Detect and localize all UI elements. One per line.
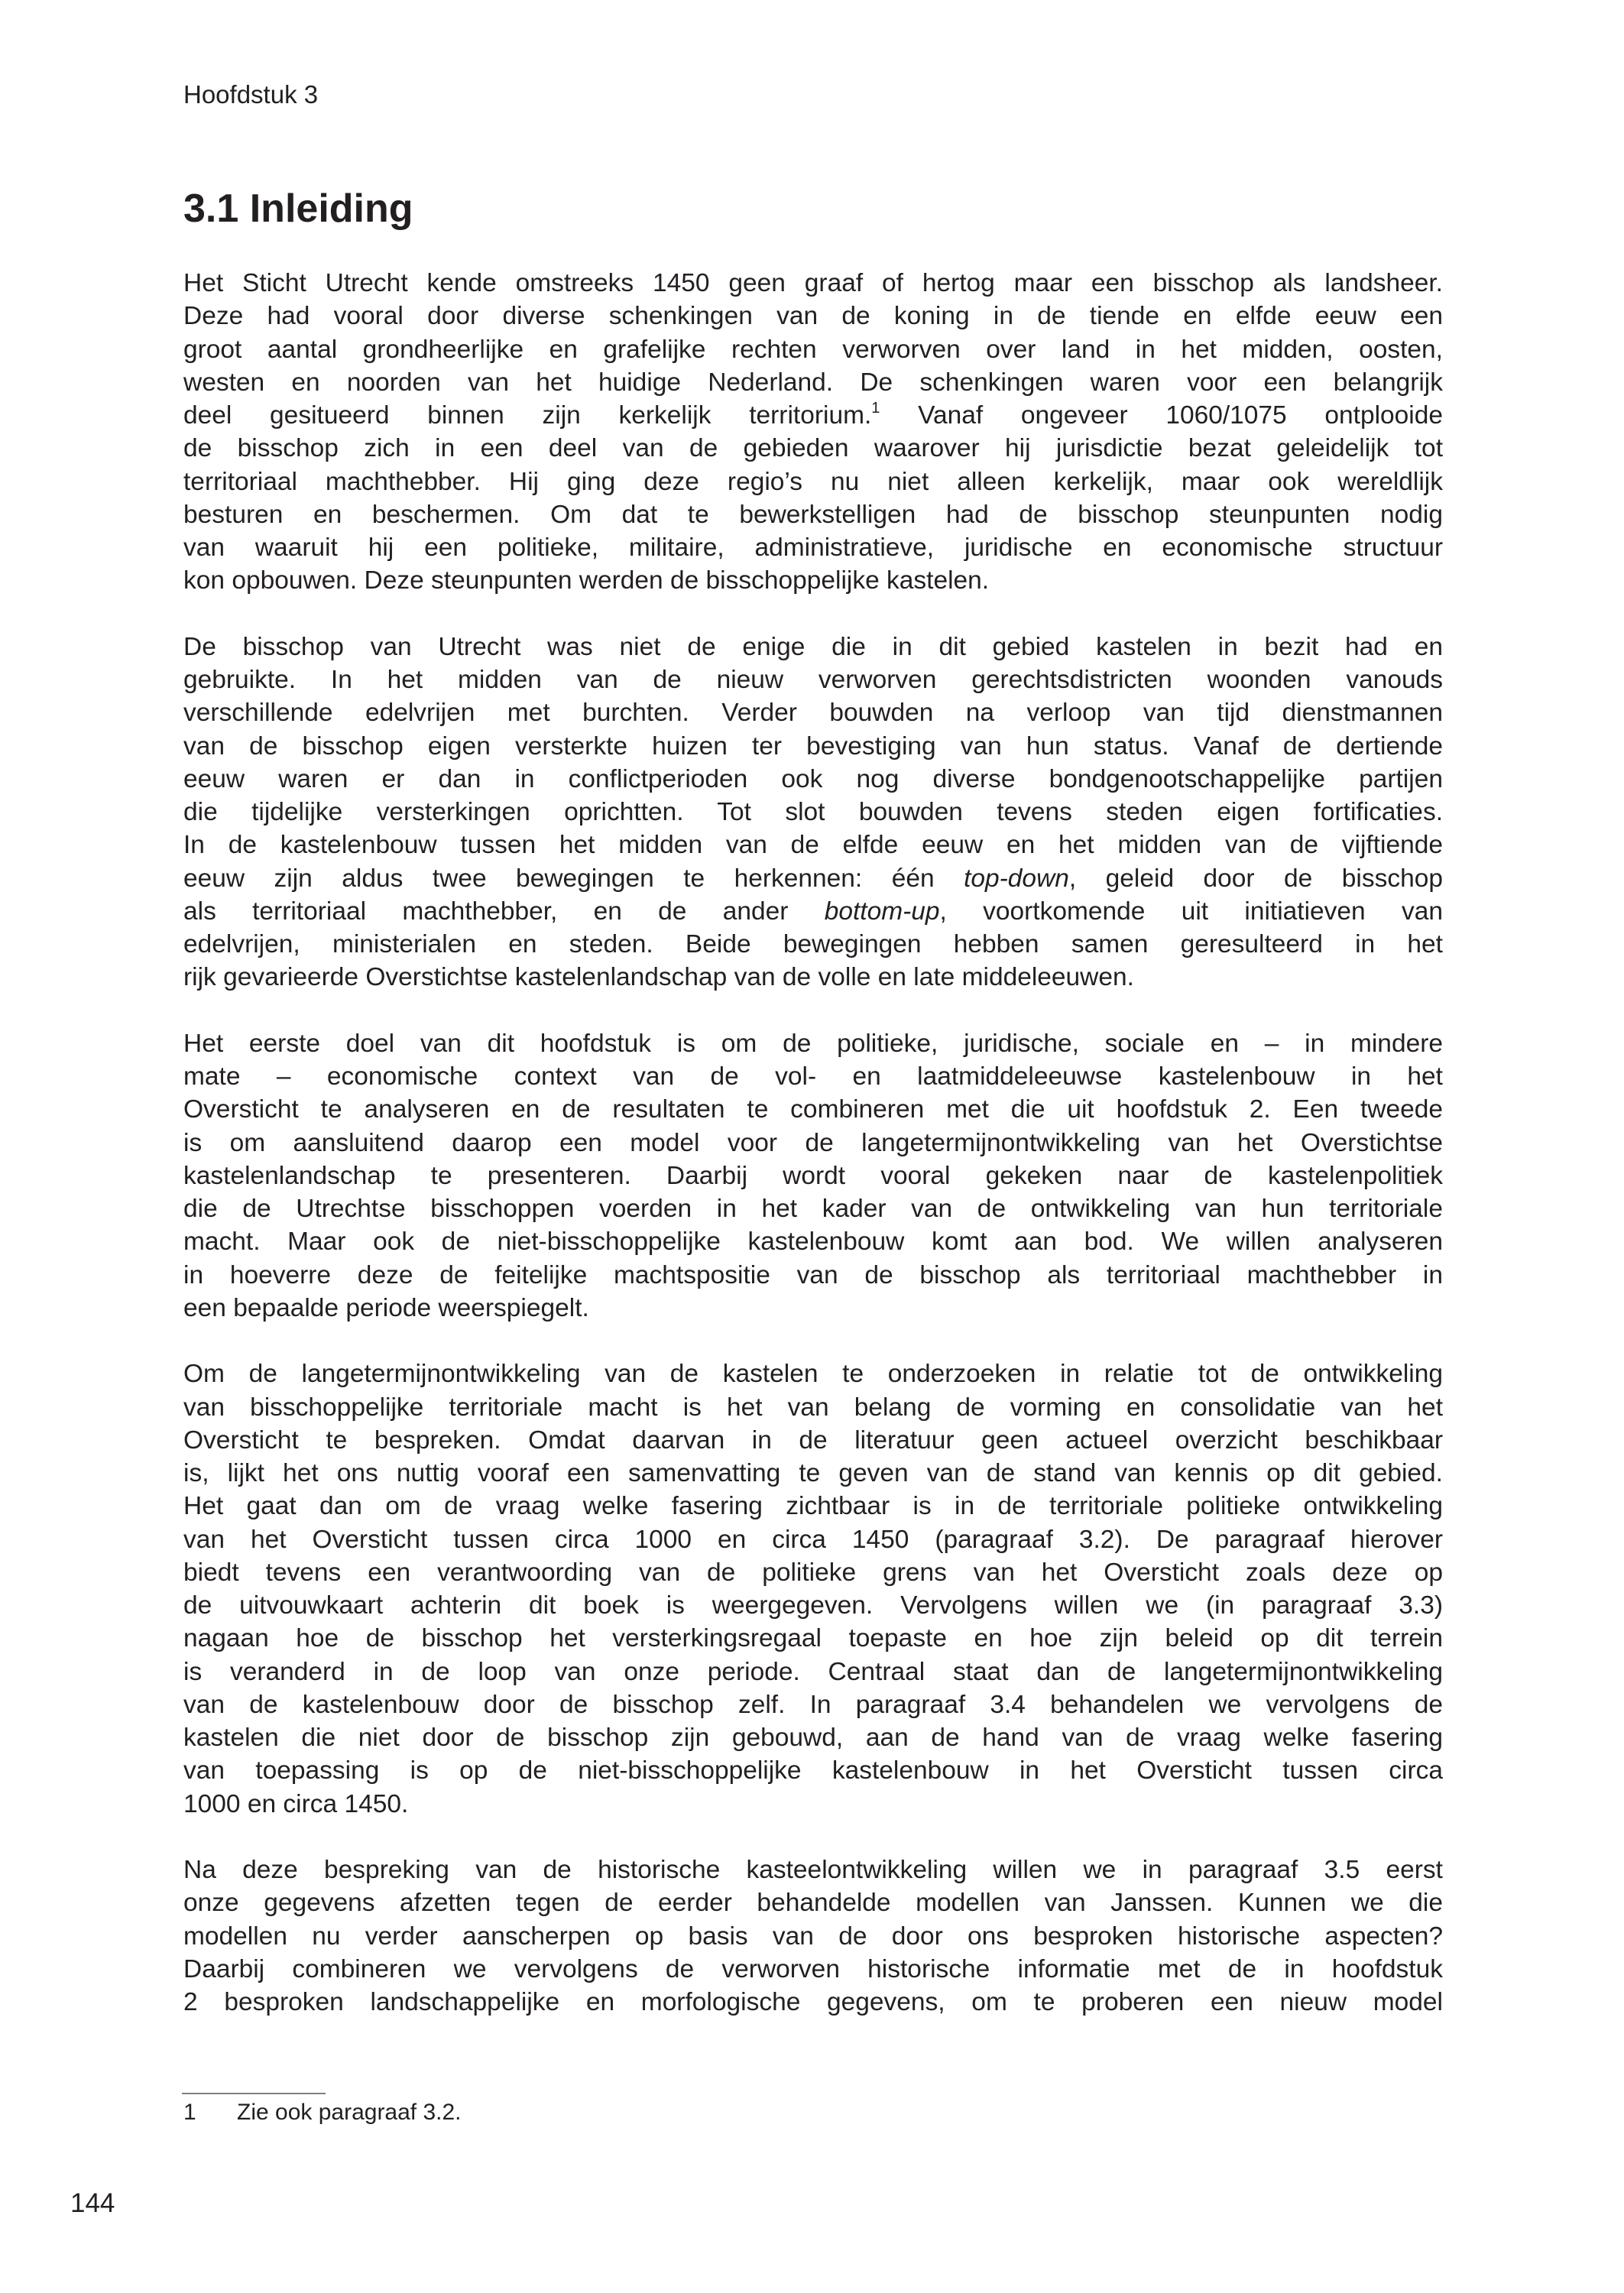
text-line — [183, 564, 1443, 597]
text-segment: kastelenlandschap te presenteren. Daarbij wordt vooral gekeken naar de kastelenpolitiek — [183, 1161, 1443, 1190]
text-segment: Deze had vooral door diverse schenkingen van de koning in de tiende en elfde eeuw een — [183, 302, 1443, 331]
text-line — [183, 1127, 1443, 1159]
text-segment: territoriaal machthebber. Hij ging deze regio’s nu niet alleen kerkelijk, maar ook wereldlijk — [183, 467, 1443, 496]
text-line — [183, 796, 1443, 829]
text-segment: Het eerste doel van dit hoofdstuk is om de politieke, juridische, sociale en – in mindere — [183, 1029, 1443, 1058]
paragraph — [183, 1854, 1443, 2019]
text-line — [183, 465, 1443, 498]
running-head: Hoofdstuk 3 — [183, 80, 319, 109]
text-line — [183, 300, 1443, 332]
text-segment: van de bisschop eigen versterkte huizen ter bevestiging van hun status. Vanaf de dertiende — [183, 731, 1443, 761]
text-line — [183, 1192, 1443, 1225]
text-line — [183, 1027, 1443, 1060]
text-line — [183, 1920, 1443, 1953]
text-line — [183, 1457, 1443, 1490]
text-line — [183, 1953, 1443, 1986]
text-line — [183, 1391, 1443, 1424]
footnote-number: 1 — [183, 2100, 196, 2125]
text-line — [183, 1259, 1443, 1292]
text-segment: nagaan hoe de bisschop het versterkingsregaal toepaste en hoe zijn beleid op dit terrein — [183, 1624, 1443, 1653]
text-line — [183, 1656, 1443, 1688]
body-text — [183, 267, 1443, 2052]
text-segment: als territoriaal machthebber, en de ander — [183, 897, 825, 926]
text-segment: De bisschop van Utrecht was niet de enige die in dit gebied kastelen in bezit had en — [183, 632, 1443, 661]
text-segment: gebruikte. In het midden van de nieuw verworven gerechtsdistricten woonden vanouds — [183, 666, 1443, 694]
text-segment: is veranderd in de loop van onze periode. Centraal staat dan de langetermijnontwikkeling — [183, 1657, 1443, 1686]
italic-term: top-down — [964, 864, 1069, 893]
text-segment: mate – economische context van de vol- en laatmiddeleeuwse kastelenbouw in het — [183, 1062, 1443, 1091]
page-number: 144 — [70, 2188, 115, 2218]
text-segment: van de kastelenbouw door de bisschop zelf. In paragraaf 3.4 behandelen we vervolgens de — [183, 1690, 1443, 1719]
text-segment: verschillende edelvrijen met burchten. Verder bouwden na verloop van tijd dienstmannen — [183, 699, 1443, 728]
text-line — [183, 1292, 1443, 1325]
text-segment: modellen nu verder aanscherpen op basis van de door ons besproken historische aspecten? — [183, 1922, 1443, 1951]
text-line — [183, 1523, 1443, 1556]
text-segment: Na deze bespreking van de historische kasteelontwikkeling willen we in paragraaf 3.5 eerst — [183, 1856, 1443, 1884]
text-line — [183, 366, 1443, 399]
text-segment: , voortkomende uit initiatieven van — [939, 897, 1443, 926]
text-segment: onze gegevens afzetten tegen de eerder behandelde modellen van Janssen. Kunnen we die — [183, 1889, 1443, 1918]
text-line — [183, 1854, 1443, 1886]
text-line — [183, 1622, 1443, 1655]
text-line — [183, 1721, 1443, 1754]
text-line — [183, 1225, 1443, 1258]
text-line — [183, 1986, 1443, 2019]
text-line — [183, 696, 1443, 729]
text-segment: kon opbouwen. Deze steunpunten werden de bisschoppelijke kastelen. — [183, 566, 990, 595]
text-line — [183, 862, 1443, 895]
text-segment: is om aansluitend daarop een model voor de langetermijnontwikkeling van het Overstichtse — [183, 1128, 1443, 1157]
text-segment: eeuw zijn aldus twee bewegingen te herkennen: één — [183, 864, 964, 893]
text-segment: Daarbij combineren we vervolgens de verworven historische informatie met de in hoofdstuk — [183, 1954, 1443, 1983]
text-line — [183, 267, 1443, 300]
text-segment: een bepaalde periode weerspiegelt. — [183, 1293, 589, 1322]
text-segment: macht. Maar ook de niet-bisschoppelijke kastelenbouw komt aan bod. We willen analyseren — [183, 1228, 1443, 1257]
text-segment: van toepassing is op de niet-bisschoppelijke kastelenbouw in het Oversticht tussen circa — [183, 1756, 1443, 1785]
text-line — [183, 1093, 1443, 1126]
text-segment: edelvrijen, ministerialen en steden. Beide bewegingen hebben samen geresulteerd in het — [183, 930, 1443, 958]
paragraph — [183, 1027, 1443, 1325]
text-segment: rijk gevarieerde Overstichtse kastelenlandschap van de volle en late middeleeuwen. — [183, 963, 1134, 992]
text-segment: biedt tevens een verantwoording van de politieke grens van het Oversticht zoals deze op — [183, 1558, 1443, 1587]
text-segment: van waaruit hij een politieke, militaire, administratieve, juridische en economische structuur — [183, 534, 1443, 562]
text-line — [183, 1556, 1443, 1589]
paragraph — [183, 631, 1443, 994]
text-line — [183, 1060, 1443, 1093]
text-segment: van het Oversticht tussen circa 1000 en circa 1450 (paragraaf 3.2). De paragraaf hierover — [183, 1525, 1443, 1554]
footnote — [183, 2098, 462, 2127]
text-line — [183, 663, 1443, 696]
text-line — [183, 763, 1443, 796]
text-segment: die de Utrechtse bisschoppen voerden in het kader van de ontwikkeling van hun territoriale — [183, 1195, 1443, 1223]
text-segment: de uitvouwkaart achterin dit boek is weergegeven. Vervolgens willen we (in paragraaf 3.3) — [183, 1591, 1443, 1620]
text-segment: deel gesitueerd binnen zijn kerkelijk territorium. — [183, 401, 872, 430]
text-line — [183, 1886, 1443, 1919]
text-line — [183, 1159, 1443, 1192]
footnote-text: Zie ook paragraaf 3.2. — [237, 2100, 462, 2125]
text-segment: Het gaat dan om de vraag welke fasering zichtbaar is in de territoriale politieke ontwikkeling — [183, 1492, 1443, 1521]
text-segment: Vanaf ongeveer 1060/1075 ontplooide — [880, 401, 1444, 430]
text-line — [183, 1788, 1443, 1821]
text-segment: in hoeverre deze de feitelijke machtspositie van de bisschop als territoriaal machthebber in — [183, 1260, 1443, 1289]
text-segment: de bisschop zich in een deel van de gebieden waarover hij jurisdictie bezat geleidelijk tot — [183, 434, 1443, 463]
text-segment: is, lijkt het ons nuttig vooraf een samenvatting te geven van de stand van kennis op dit gebied. — [183, 1459, 1443, 1487]
text-segment: kastelen die niet door de bisschop zijn gebouwd, aan de hand van de vraag welke fasering — [183, 1724, 1443, 1752]
text-segment: westen en noorden van het huidige Nederland. De schenkingen waren voor een belangrijk — [183, 368, 1443, 397]
text-line — [183, 829, 1443, 861]
text-line — [183, 895, 1443, 928]
footnote-reference[interactable]: 1 — [871, 399, 880, 417]
text-segment: Oversticht te analyseren en de resultaten te combineren met die uit hoofdstuk 2. Een tweede — [183, 1095, 1443, 1124]
text-segment: Om de langetermijnontwikkeling van de kastelen te onderzoeken in relatie tot de ontwikkeling — [183, 1360, 1443, 1389]
text-line — [183, 498, 1443, 531]
text-line — [183, 961, 1443, 994]
text-segment: Het Sticht Utrecht kende omstreeks 1450 geen graaf of hertog maar een bisschop als landsheer. — [183, 269, 1443, 297]
text-line — [183, 1688, 1443, 1721]
text-line — [183, 928, 1443, 961]
paragraph — [183, 1357, 1443, 1821]
text-line — [183, 1589, 1443, 1622]
text-line — [183, 730, 1443, 763]
text-line — [183, 432, 1443, 465]
text-segment: besturen en beschermen. Om dat te bewerkstelligen had de bisschop steunpunten nodig — [183, 500, 1443, 529]
paragraph — [183, 267, 1443, 598]
text-segment: 1000 en circa 1450. — [183, 1789, 409, 1818]
italic-term: bottom-up — [824, 897, 940, 926]
text-segment: 2 besproken landschappelijke en morfologische gegevens, om te proberen een nieuw model — [183, 1988, 1443, 2016]
text-segment: die tijdelijke versterkingen oprichtten. Tot slot bouwden tevens steden eigen fortificaties. — [183, 798, 1443, 826]
text-segment: van bisschoppelijke territoriale macht is het van belang de vorming en consolidatie van het — [183, 1393, 1443, 1422]
text-segment: eeuw waren er dan in conflictperioden ook nog diverse bondgenootschappelijke partijen — [183, 764, 1443, 793]
text-line — [183, 531, 1443, 564]
text-line — [183, 333, 1443, 366]
text-segment: Oversticht te bespreken. Omdat daarvan in de literatuur geen actueel overzicht beschikbaar — [183, 1425, 1443, 1455]
text-segment: In de kastelenbouw tussen het midden van de elfde eeuw en het midden van de vijftiende — [183, 831, 1443, 860]
text-line — [183, 1490, 1443, 1523]
text-line — [183, 1357, 1443, 1390]
section-title: 3.1 Inleiding — [183, 186, 413, 231]
text-segment: groot aantal grondheerlijke en grafelijke rechten verworven over land in het midden, oosten, — [183, 335, 1443, 364]
text-line — [183, 1754, 1443, 1787]
text-line — [183, 1424, 1443, 1457]
text-segment: , geleid door de bisschop — [1068, 864, 1443, 893]
footnote-divider — [182, 2093, 326, 2094]
text-line — [183, 399, 1443, 432]
text-line — [183, 631, 1443, 663]
